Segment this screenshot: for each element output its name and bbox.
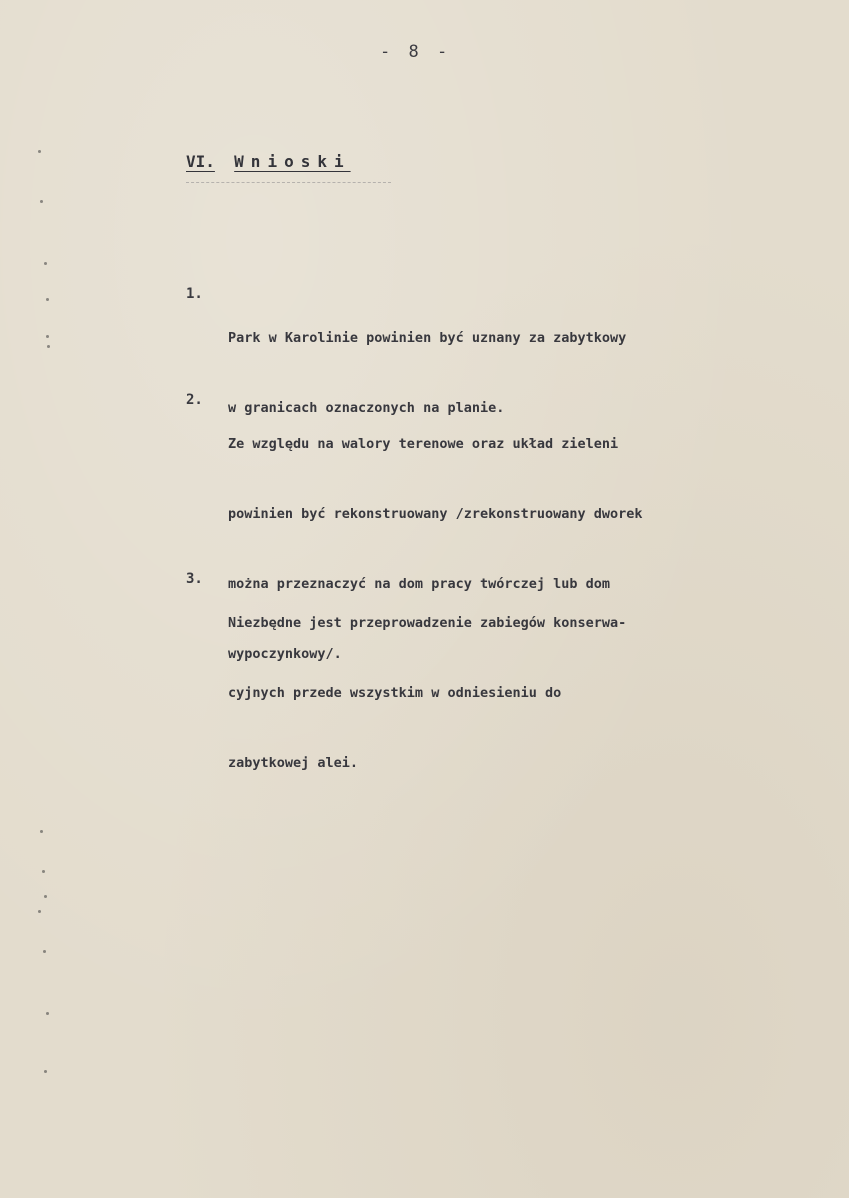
item-line: można przeznaczyć na dom pracy twórczej lub dom bbox=[228, 576, 611, 592]
item-line: Niezbędne jest przeprowadzenie zabiegów konserwa- bbox=[228, 615, 627, 631]
margin-speck bbox=[44, 262, 47, 265]
heading-title: Wnioski bbox=[234, 152, 351, 171]
margin-speck bbox=[47, 345, 50, 348]
heading-dashed-rule bbox=[186, 182, 391, 183]
item-line: zabytkowej alei. bbox=[228, 755, 359, 771]
item-text bbox=[228, 571, 796, 816]
margin-speck bbox=[40, 200, 43, 203]
item-line: w granicach oznaczonych na planie. bbox=[228, 400, 505, 416]
margin-speck bbox=[44, 1070, 47, 1073]
section-heading bbox=[186, 152, 351, 171]
margin-speck bbox=[46, 1012, 49, 1015]
item-line: Park w Karolinie powinien być uznany za zabytkowy bbox=[228, 330, 627, 346]
margin-speck bbox=[46, 298, 49, 301]
item-line: wypoczynkowy/. bbox=[228, 646, 342, 662]
margin-speck bbox=[38, 910, 41, 913]
item-line: cyjnych przede wszystkim w odniesieniu do bbox=[228, 685, 562, 701]
margin-speck bbox=[43, 950, 46, 953]
item-number: 2. bbox=[186, 392, 203, 408]
item-number: 1. bbox=[186, 286, 203, 302]
margin-speck bbox=[42, 870, 45, 873]
page-number: - 8 - bbox=[380, 42, 452, 62]
item-line: Ze względu na walory terenowe oraz układ zieleni bbox=[228, 436, 619, 452]
item-number: 3. bbox=[186, 571, 203, 587]
margin-speck bbox=[46, 335, 49, 338]
list-item bbox=[186, 571, 796, 816]
margin-speck bbox=[40, 830, 43, 833]
margin-speck bbox=[38, 150, 41, 153]
heading-numeral: VI. bbox=[186, 152, 215, 171]
item-line: powinien być rekonstruowany /zrekonstruowany dworek bbox=[228, 506, 643, 522]
margin-speck bbox=[44, 895, 47, 898]
